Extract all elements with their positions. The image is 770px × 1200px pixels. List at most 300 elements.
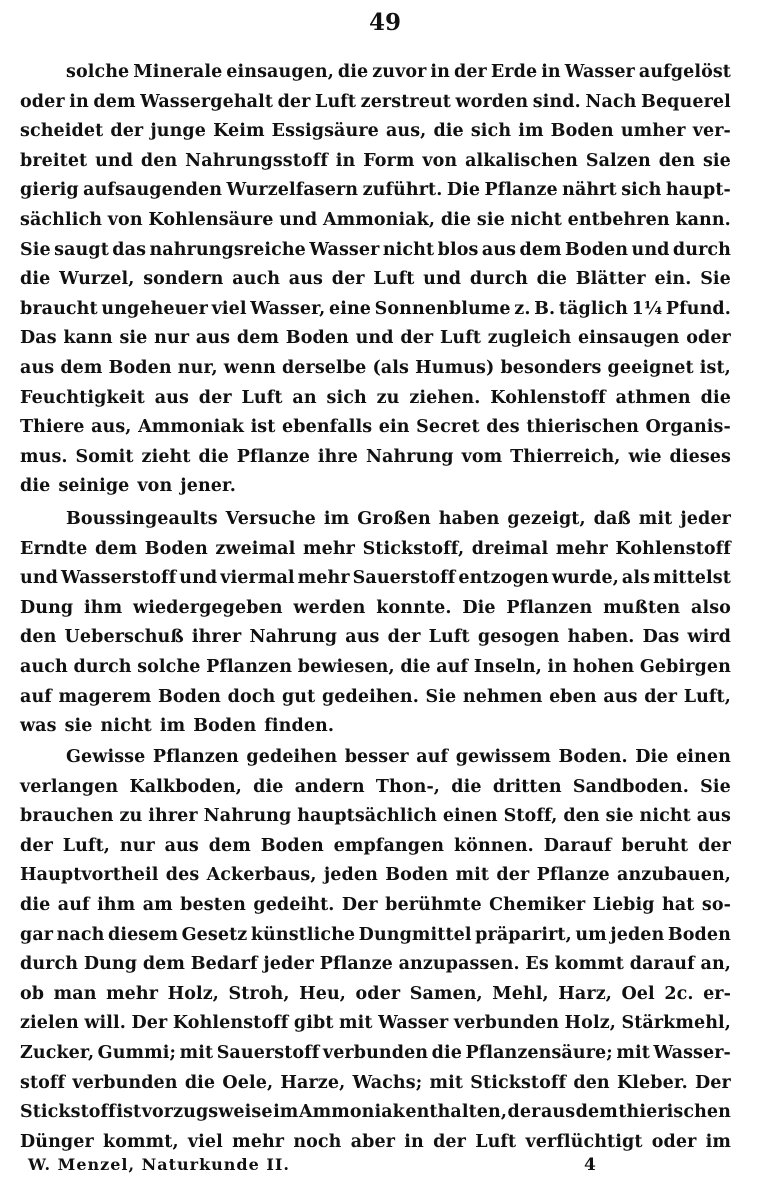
word: aufgelöst [638, 62, 731, 82]
word: der [20, 835, 53, 856]
word: gibt [293, 1013, 334, 1034]
word: Mehl, [492, 983, 549, 1004]
text-line [20, 950, 731, 980]
word: viel [211, 298, 247, 319]
word: an, [700, 954, 731, 975]
word: Liebig [592, 894, 655, 915]
word: mehr [232, 1131, 285, 1152]
word: gedeiht. [253, 894, 335, 915]
word: nicht [639, 806, 691, 827]
word: ist [116, 1102, 142, 1123]
word: Oele, [222, 1072, 274, 1093]
word: Boden [144, 538, 208, 559]
word: täglich [558, 298, 628, 319]
word: bewiesen, [297, 656, 395, 677]
word: Stickstoff, [362, 538, 465, 559]
word: aber [350, 1131, 396, 1152]
word: gar [20, 924, 54, 945]
footer-signature-mark: 4 [584, 1155, 596, 1175]
word: hauptsächlich [297, 806, 437, 827]
word: nach [56, 924, 105, 945]
word: Das [642, 627, 680, 648]
word: Luft, [62, 835, 110, 856]
word: Wasser [378, 1013, 449, 1034]
word: ihrer [148, 806, 198, 827]
word: sich [326, 387, 367, 408]
word: Ammoniak [138, 417, 244, 438]
word: Sauerstoff [352, 568, 456, 589]
word: aus [696, 806, 731, 827]
word: alkalischen [465, 150, 578, 171]
word: auf [436, 656, 469, 677]
word: im [159, 716, 186, 737]
word: Ammoniak [298, 1102, 405, 1123]
text-line [20, 980, 731, 1010]
word: ein [378, 417, 410, 438]
word: Sauerstoff [216, 1042, 320, 1063]
word: Samen, [409, 983, 483, 1004]
word: Bequerel [641, 91, 731, 112]
word: die [20, 894, 51, 915]
word: ein. [654, 269, 692, 290]
word: will. [84, 1013, 126, 1034]
word: Keim [213, 121, 265, 142]
word: ist [250, 417, 276, 438]
word: auf [20, 686, 52, 707]
word: auch [232, 269, 281, 290]
word: wenn [223, 357, 276, 378]
word: sie [702, 150, 731, 171]
word: mit [616, 1042, 650, 1063]
word: nehmen [462, 686, 543, 707]
word: in [547, 656, 568, 677]
text-line [20, 1009, 731, 1039]
word: gut [281, 686, 316, 707]
word: besonders [500, 357, 602, 378]
word: die [400, 656, 431, 677]
word: vorzugsweise [141, 1102, 273, 1123]
word: eben [549, 686, 597, 707]
word: Großen [357, 509, 431, 529]
word: den [573, 1072, 610, 1093]
text-line [20, 1069, 731, 1099]
word: Oel [621, 983, 655, 1004]
word: in [335, 150, 356, 171]
word: im [705, 1131, 731, 1152]
text-line [20, 861, 731, 891]
word: Organis- [645, 417, 731, 438]
word: Wassergehalt [140, 91, 274, 112]
word: Die [635, 747, 669, 767]
text-line [20, 472, 731, 502]
word: mehr [106, 983, 159, 1004]
word: was [20, 716, 57, 737]
word: oder [20, 91, 65, 112]
word: in [430, 62, 450, 82]
word: solche [66, 62, 130, 82]
word: aus [603, 686, 638, 707]
word: 1¼ [631, 298, 663, 319]
word: thierischen [526, 417, 639, 438]
word: Salzen [585, 150, 651, 171]
word: mittelst [653, 568, 731, 589]
text-line [20, 265, 731, 295]
paragraph-3 [20, 743, 731, 1157]
word: durch [469, 269, 528, 290]
word: Pflanze [236, 446, 310, 467]
word: aus [195, 328, 231, 349]
text-line [20, 832, 731, 862]
word: der [387, 627, 421, 648]
word: nährt [562, 180, 617, 201]
word: und [95, 150, 134, 171]
word: künstliche [250, 924, 356, 945]
text-line [20, 443, 731, 473]
word: zielen [20, 1013, 79, 1034]
word: Gummi; [97, 1042, 177, 1063]
word: entbehren [567, 209, 670, 230]
text-line [20, 206, 731, 236]
word: mit [429, 1072, 464, 1093]
word: Blätter [575, 269, 646, 290]
paragraph-1 [20, 58, 731, 502]
word: darauf [629, 954, 695, 975]
word: Pflanze [319, 954, 393, 975]
word: und [179, 568, 218, 589]
word: nahrungsreiche [149, 239, 306, 260]
text-line [20, 117, 731, 147]
word: ver- [692, 121, 731, 142]
word: wiedergegeben [133, 597, 283, 618]
text-line [20, 683, 731, 713]
word: stoff [20, 1072, 66, 1093]
word: jeder [680, 509, 731, 529]
word: Sie [20, 239, 51, 260]
word: Luft [315, 91, 357, 112]
word: mus. [20, 446, 68, 467]
word: Zucker, [20, 1042, 95, 1063]
word: und [279, 209, 318, 230]
word: der [433, 1131, 466, 1152]
word: Boussingeaults [66, 509, 218, 529]
word: andern [294, 776, 365, 797]
word: Sie [425, 686, 457, 707]
word: Ammoniak, [322, 209, 436, 230]
word: zu [376, 387, 400, 408]
word: dieses [669, 446, 731, 467]
word: blos [437, 239, 479, 260]
paragraph-2 [20, 505, 731, 742]
word: jeder [263, 954, 314, 975]
word: ihre [317, 446, 359, 467]
word: die [440, 209, 472, 230]
word: Pfund. [665, 298, 731, 319]
word: Pflanzensäure; [465, 1042, 613, 1063]
word: Boden [667, 924, 731, 945]
word: als [621, 568, 651, 589]
word: sind. [532, 91, 581, 112]
text-line [20, 324, 731, 354]
word: aus [20, 357, 55, 378]
word: Hauptvortheil [20, 865, 159, 886]
word: (als [372, 357, 409, 378]
word: er- [703, 983, 731, 1004]
word: der [453, 62, 487, 82]
word: Gesetz [181, 924, 248, 945]
word: dem [93, 91, 136, 112]
word: Wasser, [250, 298, 326, 319]
word: haben [438, 509, 500, 529]
word: Es [525, 954, 549, 975]
word: Nahrung [203, 806, 292, 827]
word: Heu, [299, 983, 346, 1004]
word: Gebirgen [639, 656, 731, 677]
text-line [20, 413, 731, 443]
word: den [140, 150, 178, 171]
word: sie [605, 806, 634, 827]
word: Pflanzen [506, 597, 593, 618]
word: eine [328, 298, 372, 319]
word: empfangen [333, 835, 445, 856]
word: magerem [58, 686, 152, 707]
word: Sonnenblume [374, 298, 511, 319]
text-line [20, 773, 731, 803]
word: Luft [439, 328, 482, 349]
word: Boden. [558, 747, 628, 767]
word: sie [64, 716, 93, 737]
word: finden. [264, 716, 335, 737]
text-line [20, 1098, 731, 1128]
word: im [323, 509, 350, 529]
word: zieht [141, 446, 191, 467]
word: so- [701, 894, 731, 915]
text-line [20, 921, 731, 951]
text-line [20, 653, 731, 683]
word: Stroh, [228, 983, 290, 1004]
text-line [20, 891, 731, 921]
word: Boden [385, 865, 449, 886]
word: Versuche [225, 509, 316, 529]
word: Wasser- [653, 1042, 731, 1063]
word: zuvor [372, 62, 427, 82]
word: Inseln, [473, 656, 542, 677]
word: die [433, 121, 464, 142]
word: Wasser [564, 62, 635, 82]
text-line [20, 354, 731, 384]
word: Sie [700, 776, 731, 797]
word: mußten [603, 597, 681, 618]
word: nur [119, 835, 155, 856]
word: Kalkboden, [129, 776, 242, 797]
word: entzogen [458, 568, 549, 589]
word: saugt [54, 239, 109, 260]
word: mehr [555, 538, 608, 559]
word: Boden [550, 121, 614, 142]
word: und [355, 328, 394, 349]
word: dreimal [471, 538, 549, 559]
word: worden [455, 91, 529, 112]
word: Die [446, 180, 481, 201]
word: den [658, 150, 696, 171]
word: besser [344, 747, 409, 767]
word: 2c. [664, 983, 694, 1004]
word: verbunden [453, 1013, 560, 1034]
word: Essigsäure [271, 121, 379, 142]
word: diesem [107, 924, 179, 945]
word: die [451, 776, 482, 797]
word: von [107, 209, 143, 230]
word: geeignet [607, 357, 694, 378]
word: Stoff, [503, 806, 558, 827]
text-line [20, 58, 731, 88]
word: Somit [75, 446, 134, 467]
word: hat [662, 894, 695, 915]
text-line [20, 176, 731, 206]
word: mit [339, 1013, 373, 1034]
footer-author: W. Menzel, Naturkunde II. [28, 1155, 290, 1174]
word: breitet [20, 150, 88, 171]
word: ebenfalls [282, 417, 373, 438]
word: von [137, 476, 173, 497]
word: ziehen. [409, 387, 481, 408]
word: der [496, 865, 530, 886]
word: den [563, 806, 600, 827]
word: Der [131, 1013, 168, 1034]
word: einen [442, 806, 498, 827]
word: dem [60, 357, 103, 378]
word: durch [73, 656, 132, 677]
word: dem [519, 239, 562, 260]
word: Kohlenstoff [172, 1013, 289, 1034]
word: und [20, 568, 58, 589]
word: Dung [20, 597, 74, 618]
word: sondern [143, 269, 224, 290]
word: präparirt, [475, 924, 572, 945]
word: aus [540, 1102, 576, 1123]
word: Nahrungsstoff [185, 150, 328, 171]
word: der [110, 121, 144, 142]
word: nur [154, 328, 190, 349]
word: kann. [675, 209, 731, 230]
word: enthalten, [405, 1102, 508, 1123]
word: dem [142, 954, 186, 975]
word: Luft [475, 1131, 517, 1152]
word: einsaugen, [226, 62, 334, 82]
word: Dungmittel [358, 924, 472, 945]
word: Kohlensäure [148, 209, 274, 230]
word: verbunden [322, 1042, 429, 1063]
word: zu [119, 806, 143, 827]
word: der [277, 91, 311, 112]
word: gezeigt, [507, 509, 586, 529]
word: in [404, 1131, 424, 1152]
word: Boden [285, 328, 349, 349]
word: haben. [567, 627, 635, 648]
word: haupt- [665, 180, 731, 201]
word: gewissem [455, 747, 551, 767]
word: die [20, 476, 51, 497]
word: dem [575, 1102, 618, 1123]
text-line [20, 535, 731, 565]
word: berühmte [385, 894, 482, 915]
word: die [198, 446, 229, 467]
word: durch [20, 954, 79, 975]
word: Erde [490, 62, 538, 82]
word: Ueberschuß [64, 627, 184, 648]
word: Pflanze [536, 865, 610, 886]
word: Wurzel, [59, 269, 135, 290]
word: Boden [157, 686, 222, 707]
word: hohen [572, 656, 635, 677]
word: Kohlenstoff [615, 538, 731, 559]
word: Boden [260, 835, 324, 856]
word: werden [293, 597, 366, 618]
word: braucht [20, 298, 98, 319]
word: aus [345, 627, 380, 648]
word: Boden [193, 716, 257, 737]
word: Pflanzen [152, 747, 239, 767]
word: Wurzelfasern [226, 180, 359, 201]
word: gedeihen. [321, 686, 419, 707]
text-line [20, 594, 731, 624]
word: seinige [58, 476, 130, 497]
word: solche [137, 656, 201, 677]
word: Dünger [20, 1131, 94, 1152]
word: doch [227, 686, 276, 707]
text-line [20, 802, 731, 832]
word: Ackerbaus, [206, 865, 317, 886]
word: beruht [621, 835, 689, 856]
word: sich [621, 180, 662, 201]
word: zweimal [215, 538, 296, 559]
word: Darauf [543, 835, 612, 856]
word: Luft [373, 269, 415, 290]
word: Stickstoff [20, 1102, 116, 1123]
word: aus [154, 387, 189, 408]
word: nicht [382, 239, 435, 260]
word: einsaugen [578, 328, 680, 349]
word: sie [119, 328, 148, 349]
word: die [337, 62, 369, 82]
word: Die [462, 597, 496, 618]
word: auch [20, 656, 68, 677]
word: und [631, 239, 670, 260]
word: thierischen [618, 1102, 731, 1123]
page-number: 49 [368, 9, 401, 36]
word: der [198, 387, 232, 408]
word: junge [150, 121, 206, 142]
word: auf [57, 894, 90, 915]
text-line [20, 712, 731, 742]
page-footer [20, 1152, 731, 1178]
word: Harz, [558, 983, 612, 1004]
word: Stärkmehl, [621, 1013, 731, 1034]
word: durch [672, 239, 731, 260]
word: konnte. [376, 597, 452, 618]
word: in [69, 91, 89, 112]
word: also [691, 597, 731, 618]
word: im [273, 1102, 299, 1123]
word: daß [593, 509, 631, 529]
word: den [20, 627, 57, 648]
word: verlangen [20, 776, 119, 797]
word: anzubauen, [617, 865, 731, 886]
word: aus [288, 269, 323, 290]
word: besten [180, 894, 246, 915]
text-line [20, 623, 731, 653]
word: zerstreut [360, 91, 451, 112]
word: können. [453, 835, 534, 856]
